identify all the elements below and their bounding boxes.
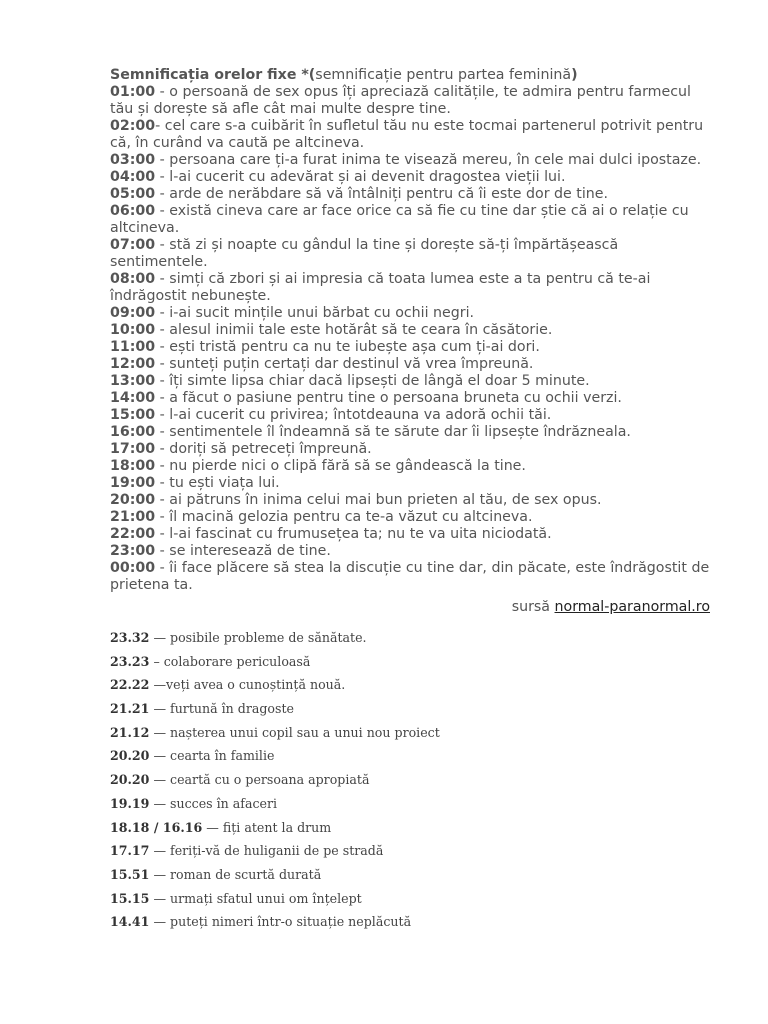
mirror-hour-number: 15.51: [110, 866, 150, 882]
hour-entry: [110, 339, 710, 356]
hour-entry: [110, 322, 710, 339]
hour-meaning: - îl macină gelozia pentru ca te-a văzut cu altcineva.: [155, 509, 533, 525]
hour-meaning: - l-ai fascinat cu frumusețea ta; nu te va uita niciodată.: [155, 526, 552, 542]
hour-time: 11:00: [110, 339, 156, 355]
mirror-hour-meaning: — posibile probleme de sănătate.: [149, 630, 367, 645]
hour-meaning: - există cineva care ar face orice ca să fie cu tine dar știe că ai o relație cu altcineva.: [110, 203, 689, 236]
hour-time: 22:00: [110, 526, 156, 542]
hour-meaning: - o persoană de sex opus îți apreciază calitățile, te admira pentru farmecul tău și dorește să afle cât mai multe despre tine.: [110, 84, 691, 117]
hour-time: 05:00: [110, 186, 156, 202]
hour-time: 07:00: [110, 237, 156, 253]
hour-time: 13:00: [110, 373, 156, 389]
hour-meaning: - l-ai cucerit cu adevărat și ai devenit dragostea vieții lui.: [155, 169, 566, 185]
document-page: [110, 67, 710, 938]
mirror-hour-row: [110, 701, 710, 725]
mirror-hour-meaning: — roman de scurtă durată: [149, 866, 322, 882]
hour-entry: [110, 237, 710, 271]
heading-bold: Semnificația orelor fixe *(: [110, 67, 316, 83]
hour-meaning: - doriți să petreceți împreună.: [155, 441, 372, 457]
hour-time: 02:00: [110, 118, 156, 134]
hour-meaning: - nu pierde nici o clipă fără să se gândească la tine.: [155, 458, 526, 474]
mirror-hour-number: 17.17: [110, 843, 150, 859]
hour-entry: [110, 424, 710, 441]
hour-meaning: - îi face plăcere să stea la discuție cu tine dar, din păcate, este îndrăgostit de prietena ta.: [110, 560, 710, 593]
mirror-hour-meaning: —veți avea o cunoștință nouă.: [149, 677, 346, 693]
hour-time: 09:00: [110, 305, 156, 321]
hour-meaning: - sunteți puțin certați dar destinul vă vrea împreună.: [155, 356, 534, 372]
hour-entry: [110, 441, 710, 458]
hour-time: 12:00: [110, 356, 156, 372]
hour-entry: [110, 509, 710, 526]
mirror-hour-meaning: — feriți-vă de huliganii de pe stradă: [149, 843, 384, 859]
mirror-hour-row: [110, 891, 710, 915]
source-prefix: sursă: [511, 599, 555, 615]
hour-entry: [110, 543, 710, 560]
source-link[interactable]: normal-paranormal.ro: [554, 599, 710, 615]
mirror-hour-row: [110, 725, 710, 749]
hour-entry: [110, 356, 710, 373]
hour-time: 00:00: [110, 560, 156, 576]
mirror-hour-number: 14.41: [110, 914, 150, 930]
mirror-hour-meaning: — furtună în dragoste: [149, 701, 294, 717]
hour-entry: [110, 271, 710, 305]
mirror-hour-number: 20.20: [110, 772, 150, 788]
hour-meaning: - simți că zbori și ai impresia că toata lumea este a ta pentru că te-ai îndrăgostit nebunește.: [110, 271, 651, 304]
hour-entry: [110, 118, 710, 152]
hour-entry: [110, 305, 710, 322]
mirror-hour-number: 18.18 / 16.16: [110, 819, 203, 835]
hour-time: 04:00: [110, 169, 156, 185]
hour-entry: [110, 373, 710, 390]
hour-meaning: - i-ai sucit mințile unui bărbat cu ochii negri.: [155, 305, 475, 321]
hour-time: 17:00: [110, 441, 156, 457]
hour-meaning: - l-ai cucerit cu privirea; întotdeauna va adoră ochii tăi.: [155, 407, 552, 423]
mirror-hour-number: 23.32: [110, 630, 150, 645]
hour-entry: [110, 458, 710, 475]
hour-entry: [110, 84, 710, 118]
hour-time: 08:00: [110, 271, 156, 287]
hour-entry: [110, 475, 710, 492]
mirror-hour-row: [110, 914, 710, 938]
mirror-hour-row: [110, 654, 710, 678]
mirror-hour-number: 21.12: [110, 724, 150, 740]
hour-time: 18:00: [110, 458, 156, 474]
hour-time: 20:00: [110, 492, 156, 508]
mirror-hour-number: 22.22: [110, 677, 150, 693]
hour-entry: [110, 560, 710, 594]
hour-meaning: - sentimentele îl îndeamnă să te sărute dar îi lipsește îndrăzneala.: [155, 424, 631, 440]
hour-time: 03:00: [110, 152, 156, 168]
fixed-hours-section: [110, 67, 710, 594]
hour-time: 21:00: [110, 509, 156, 525]
mirror-hour-number: 15.15: [110, 890, 150, 906]
mirror-hour-number: 23.23: [110, 653, 150, 669]
mirror-hour-meaning: — fiți atent la drum: [202, 819, 332, 835]
mirror-hour-row: [110, 796, 710, 820]
mirror-hour-row: [110, 772, 710, 796]
mirror-hour-meaning: — ceartă cu o persoana apropiată: [149, 772, 370, 788]
hour-meaning: - ai pătruns în inima celui mai bun prieten al tău, de sex opus.: [155, 492, 602, 508]
hour-entry: [110, 169, 710, 186]
section-heading: [110, 67, 710, 84]
hour-time: 06:00: [110, 203, 156, 219]
mirror-hour-row: [110, 867, 710, 891]
mirror-hour-meaning: — urmați sfatul unui om înțelept: [149, 890, 362, 906]
source-line: [110, 599, 710, 616]
hour-meaning: - persoana care ți-a furat inima te visează mereu, în cele mai dulci ipostaze.: [155, 152, 702, 168]
mirror-hour-number: 20.20: [110, 748, 150, 764]
mirror-hour-meaning: — cearta în familie: [149, 748, 275, 764]
hour-meaning: - îți simte lipsa chiar dacă lipsești de lângă el doar 5 minute.: [155, 373, 590, 389]
hour-time: 14:00: [110, 390, 156, 406]
hour-time: 10:00: [110, 322, 156, 338]
mirror-hour-row: [110, 820, 710, 844]
hour-entry: [110, 203, 710, 237]
mirror-hour-number: 21.21: [110, 701, 150, 717]
hour-time: 01:00: [110, 84, 156, 100]
hour-entry: [110, 152, 710, 169]
mirror-hour-row: [110, 748, 710, 772]
hour-meaning: - a făcut o pasiune pentru tine o persoana bruneta cu ochii verzi.: [155, 390, 622, 406]
hour-entry: [110, 492, 710, 509]
hour-time: 15:00: [110, 407, 156, 423]
hour-meaning: - ești tristă pentru ca nu te iubește așa cum ți-ai dori.: [155, 339, 540, 355]
mirror-hour-row: [110, 843, 710, 867]
hour-meaning: - stă zi și noapte cu gândul la tine și dorește să-ți împărtășească sentimentele.: [110, 237, 619, 270]
hour-meaning: - cel care s-a cuibărit în sufletul tău nu este tocmai partenerul potrivit pentru că, în curând va caută pe altcineva.: [110, 118, 704, 151]
hour-time: 19:00: [110, 475, 156, 491]
hour-meaning: - se interesează de tine.: [155, 543, 331, 559]
mirror-hour-meaning: – colaborare periculoasă: [149, 653, 311, 669]
heading-normal: semnificație pentru partea feminină: [315, 67, 572, 83]
mirror-hour-meaning: — nașterea unui copil sau a unui nou proiect: [149, 724, 440, 740]
mirror-hour-meaning: — puteți nimeri într-o situație neplăcută: [149, 914, 412, 930]
hour-meaning: - tu ești viața lui.: [155, 475, 280, 491]
mirror-hour-row: [110, 630, 710, 654]
hour-time: 23:00: [110, 543, 156, 559]
mirror-hour-number: 19.19: [110, 795, 150, 811]
hour-entry: [110, 390, 710, 407]
hour-meaning: - alesul inimii tale este hotărât să te ceara în căsătorie.: [155, 322, 553, 338]
mirror-hour-row: [110, 677, 710, 701]
heading-closing: ): [571, 67, 578, 83]
hour-meaning: - arde de nerăbdare să vă întâlniți pentru că îi este dor de tine.: [155, 186, 609, 202]
hour-time: 16:00: [110, 424, 156, 440]
hour-entries-list: [110, 84, 710, 594]
mirror-hour-meaning: — succes în afaceri: [149, 795, 278, 811]
hour-entry: [110, 526, 710, 543]
mirror-hours-list: [110, 630, 710, 938]
hour-entry: [110, 186, 710, 203]
hour-entry: [110, 407, 710, 424]
